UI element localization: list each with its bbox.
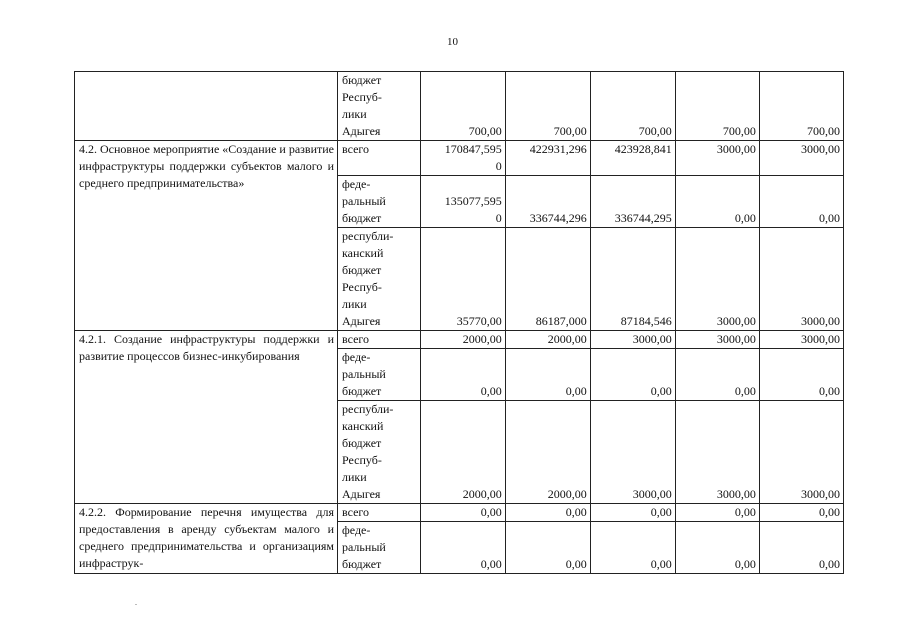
activity-cell [75,72,338,141]
funding-source-cell: республи- канский бюджет Респуб- лики Адыгея [338,228,421,331]
amount-cell: 3000,00 [675,141,759,176]
amount-cell: 2000,00 [420,331,505,349]
funding-source-cell: всего [338,141,421,176]
funding-source-cell: бюджет Респуб- лики Адыгея [338,72,421,141]
amount-cell: 0,00 [420,349,505,401]
amount-cell: 700,00 [675,72,759,141]
amount-cell: 0,00 [675,504,759,522]
amount-cell: 170847,595 0 [420,141,505,176]
budget-table [74,71,844,574]
amount-cell: 0,00 [759,176,843,228]
amount-cell: 700,00 [505,72,590,141]
amount-cell: 0,00 [505,349,590,401]
amount-cell: 423928,841 [590,141,675,176]
scan-speck [135,604,137,605]
funding-source-cell: всего [338,331,421,349]
amount-cell: 0,00 [420,522,505,574]
amount-cell: 0,00 [759,522,843,574]
amount-cell: 3000,00 [675,228,759,331]
amount-cell: 3000,00 [675,331,759,349]
amount-cell: 0,00 [675,522,759,574]
page-number: 10 [447,36,458,48]
amount-cell: 0,00 [420,504,505,522]
amount-cell: 2000,00 [505,331,590,349]
amount-cell: 3000,00 [759,401,843,504]
amount-cell: 0,00 [590,522,675,574]
funding-source-cell: феде- ральный бюджет [338,349,421,401]
table-row [75,331,844,349]
amount-cell: 0,00 [505,504,590,522]
amount-cell: 135077,595 0 [420,176,505,228]
amount-cell: 3000,00 [590,401,675,504]
amount-cell: 3000,00 [675,401,759,504]
funding-source-cell: феде- ральный бюджет [338,522,421,574]
amount-cell: 0,00 [590,349,675,401]
amount-cell: 2000,00 [505,401,590,504]
amount-cell: 336744,296 [505,176,590,228]
amount-cell: 0,00 [505,522,590,574]
amount-cell: 0,00 [675,176,759,228]
table-row [75,141,844,176]
amount-cell: 3000,00 [759,228,843,331]
amount-cell: 35770,00 [420,228,505,331]
table-row [75,504,844,522]
amount-cell: 86187,000 [505,228,590,331]
table-row [75,72,844,141]
activity-cell: 4.2.2. Формирование перечня имущества для предоставления в аренду субъектам малого и среднего предпринимательства и организациям инфраструк- [75,504,338,574]
amount-cell: 2000,00 [420,401,505,504]
amount-cell: 3000,00 [590,331,675,349]
budget-table-body [75,72,844,574]
funding-source-cell: феде- ральный бюджет [338,176,421,228]
amount-cell: 3000,00 [759,141,843,176]
amount-cell: 0,00 [590,504,675,522]
funding-source-cell: республи- канский бюджет Респуб- лики Адыгея [338,401,421,504]
amount-cell: 3000,00 [759,331,843,349]
amount-cell: 0,00 [759,349,843,401]
amount-cell: 700,00 [420,72,505,141]
funding-source-cell: всего [338,504,421,522]
activity-cell: 4.2.1. Создание инфраструктуры поддержки и развитие процессов бизнес-инкубирования [75,331,338,504]
amount-cell: 700,00 [590,72,675,141]
activity-cell: 4.2. Основное мероприятие «Создание и развитие инфраструктуры поддержки субъектов малого и среднего предпринимательства» [75,141,338,331]
amount-cell: 700,00 [759,72,843,141]
amount-cell: 0,00 [759,504,843,522]
amount-cell: 336744,295 [590,176,675,228]
amount-cell: 0,00 [675,349,759,401]
amount-cell: 87184,546 [590,228,675,331]
amount-cell: 422931,296 [505,141,590,176]
